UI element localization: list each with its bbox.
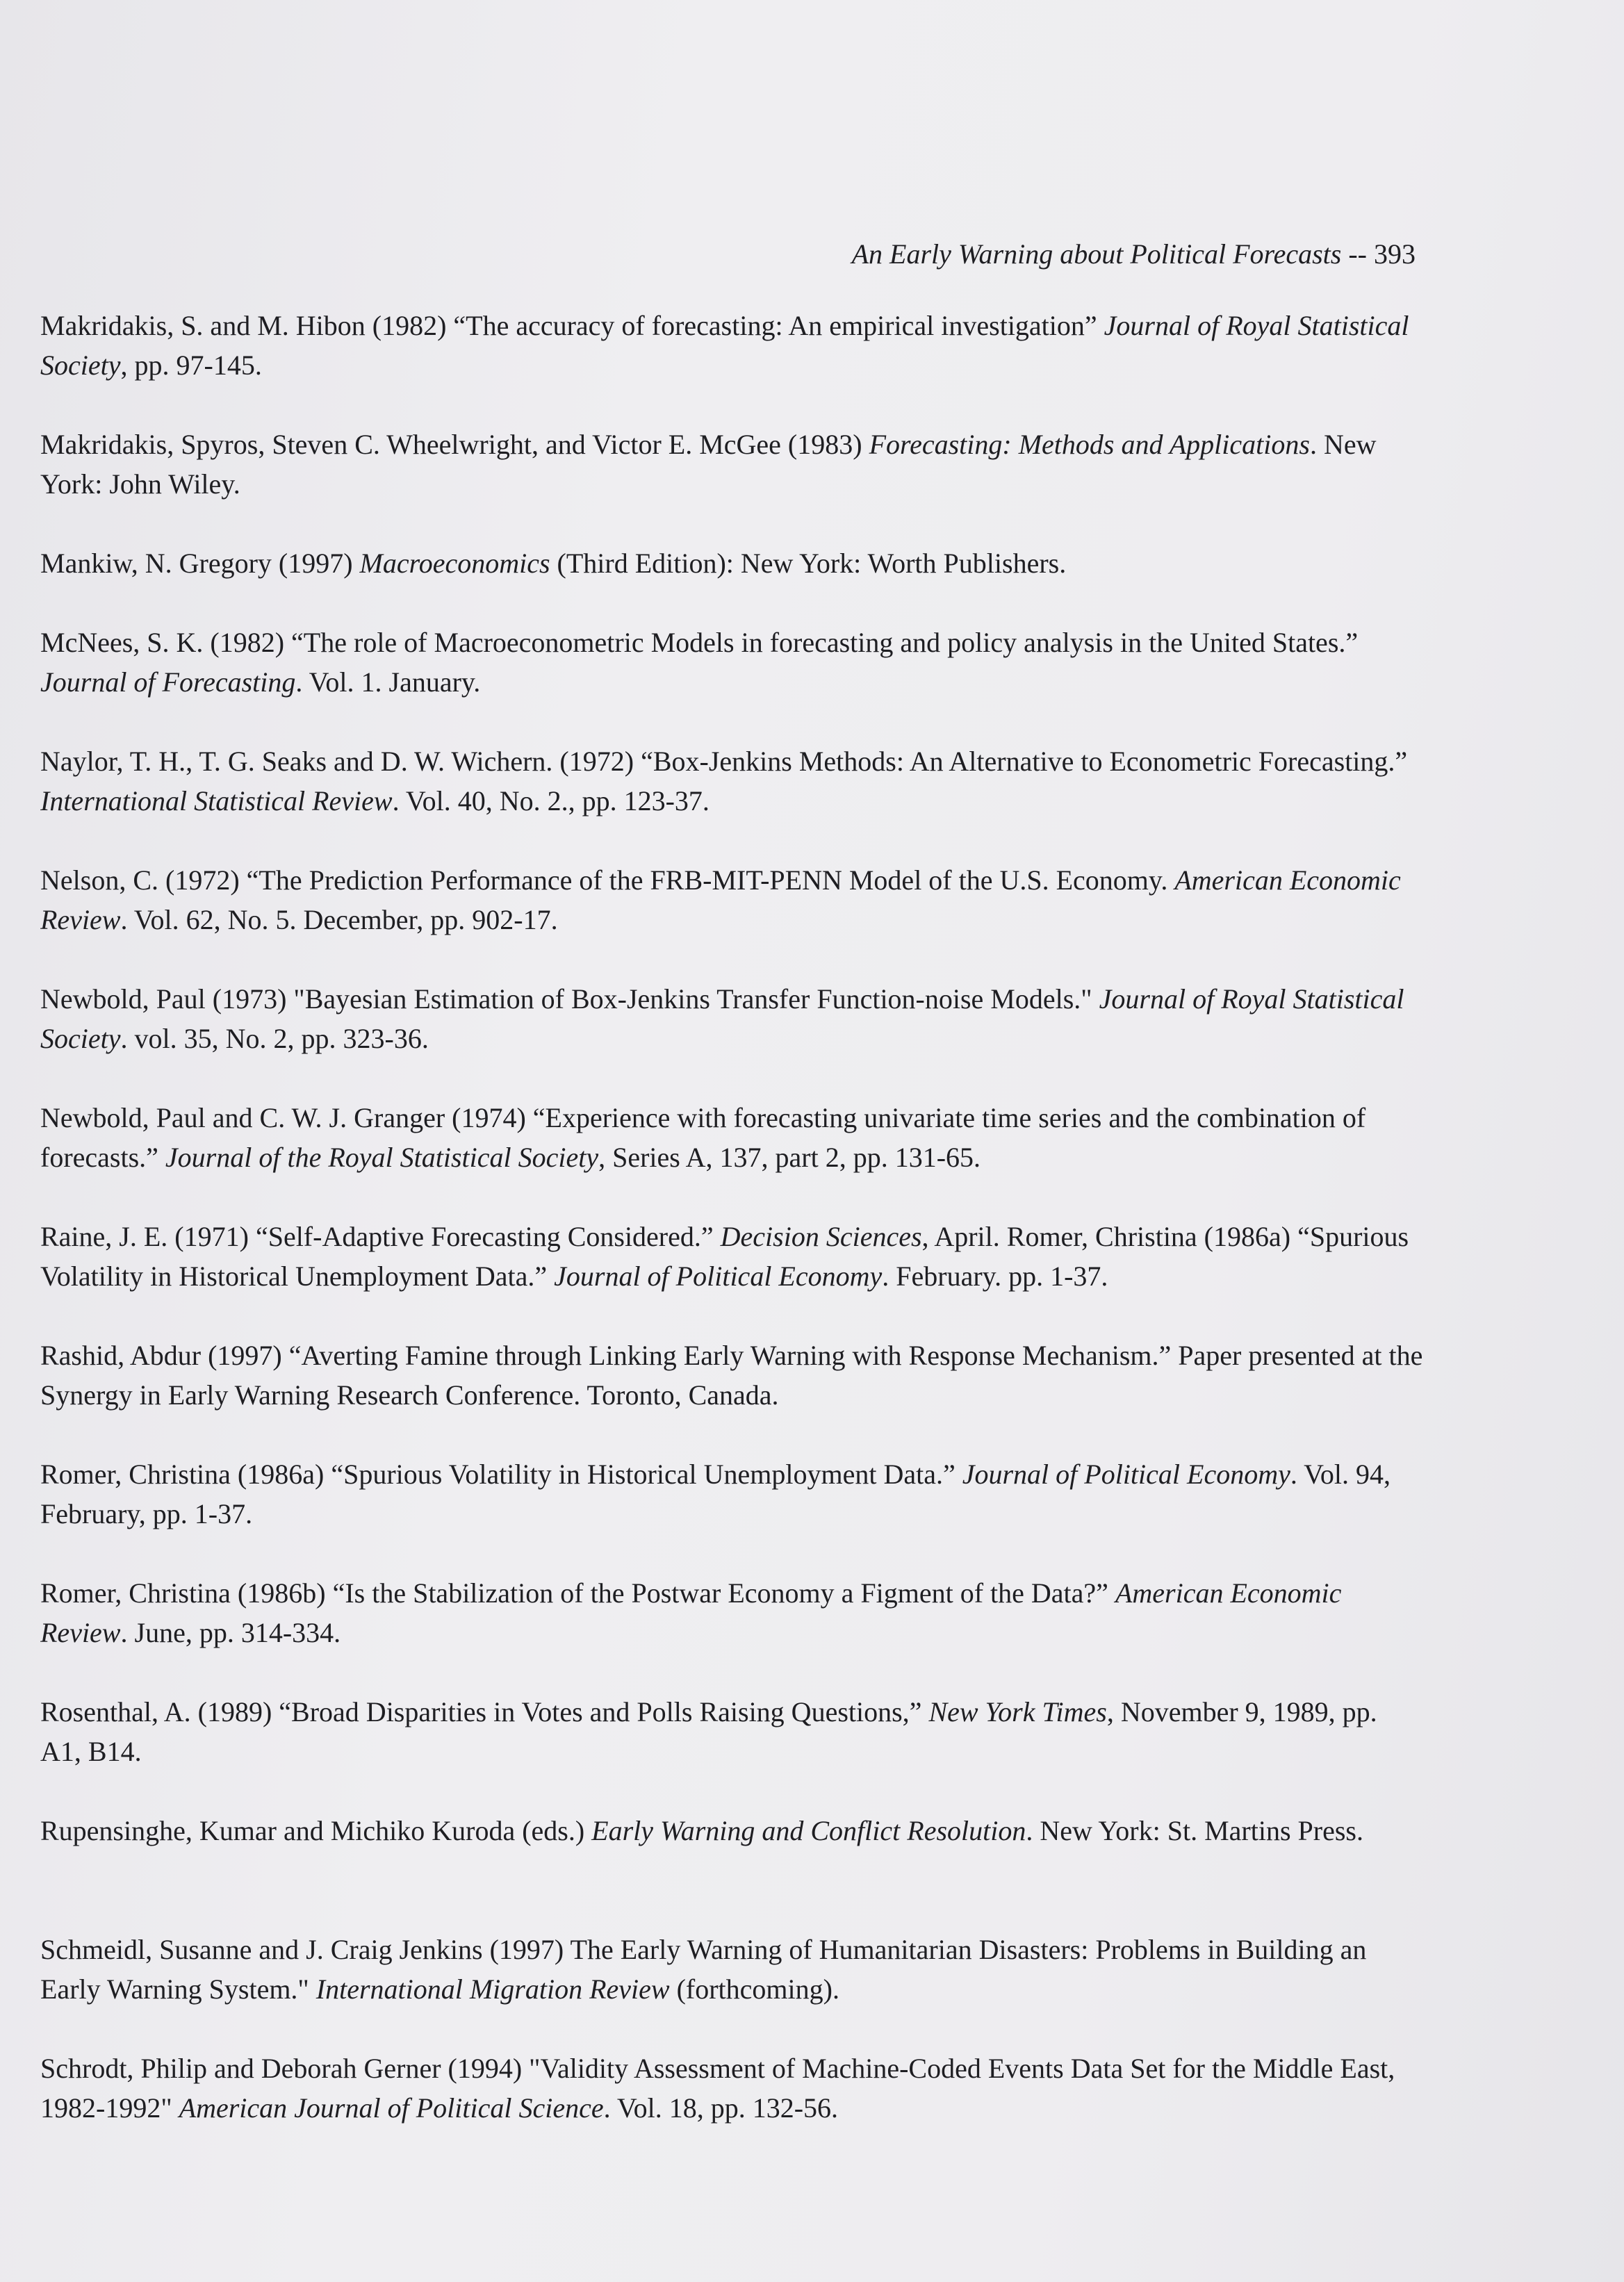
reference-text: Schrodt, Philip and Deborah Gerner (1994) "Validity Assessment of Machine-Coded Events Data Set for the Middle East, 1982-1992" — [40, 2053, 1395, 2124]
reference-source-title: Journal of Political Economy — [554, 1261, 883, 1292]
reference-text: Rupensinghe, Kumar and Michiko Kuroda (eds.) — [40, 1815, 592, 1846]
reference-entry — [40, 1217, 1423, 1336]
reference-text: Newbold, Paul (1973) "Bayesian Estimation of Box-Jenkins Transfer Function-noise Models." — [40, 983, 1099, 1015]
reference-text: Makridakis, Spyros, Steven C. Wheelwright, and Victor E. McGee (1983) — [40, 429, 869, 460]
reference-source-title: New York Times — [928, 1696, 1107, 1727]
reference-entry — [40, 860, 1423, 979]
reference-text: . June, pp. 314-334. — [120, 1617, 341, 1648]
reference-text: . Vol. 40, No. 2., pp. 123-37. — [392, 785, 710, 816]
reference-source-title: American Economic Review — [40, 1577, 1342, 1648]
reference-source-title: Journal of Political Economy — [962, 1459, 1290, 1490]
reference-text: , November 9, 1989, pp. A1, B14. — [40, 1696, 1377, 1767]
reference-text: Newbold, Paul and C. W. J. Granger (1974) “Experience with forecasting univariate time series and the combination of forecasts.” — [40, 1102, 1366, 1173]
reference-source-title: Journal of the Royal Statistical Society — [165, 1142, 599, 1173]
reference-text: McNees, S. K. (1982) “The role of Macroeconometric Models in forecasting and policy analysis in the United States.” — [40, 627, 1359, 658]
reference-text: Romer, Christina (1986a) “Spurious Volatility in Historical Unemployment Data.” — [40, 1459, 962, 1490]
reference-entry — [40, 2049, 1423, 2167]
reference-source-title: International Migration Review — [315, 1973, 670, 2005]
reference-text: Naylor, T. H., T. G. Seaks and D. W. Wichern. (1972) “Box-Jenkins Methods: An Alternative to Econometric Forecasting.” — [40, 746, 1408, 777]
reference-source-title: American Economic Review — [40, 864, 1401, 935]
reference-entry — [40, 1692, 1423, 1811]
reference-source-title: Macroeconomics — [359, 548, 550, 579]
reference-entry — [40, 979, 1423, 1098]
reference-entry — [40, 306, 1423, 425]
reference-entry — [40, 1573, 1423, 1692]
reference-text: , Series A, 137, part 2, pp. 131-65. — [598, 1142, 981, 1173]
reference-source-title: Journal of Forecasting — [40, 666, 296, 698]
reference-text: . New York: John Wiley. — [40, 429, 1377, 500]
reference-source-title: Early Warning and Conflict Resolution — [591, 1815, 1026, 1846]
reference-text: Raine, J. E. (1971) “Self-Adaptive Forecasting Considered.” — [40, 1221, 721, 1252]
reference-text: Makridakis, S. and M. Hibon (1982) “The accuracy of forecasting: An empirical investigation” — [40, 310, 1104, 341]
reference-text: . New York: St. Martins Press. — [1026, 1815, 1363, 1846]
reference-text: (Third Edition): New York: Worth Publishers. — [550, 548, 1067, 579]
reference-text: . Vol. 62, No. 5. December, pp. 902-17. — [120, 904, 558, 935]
reference-text: , pp. 97-145. — [120, 350, 262, 381]
reference-entry — [40, 1336, 1423, 1454]
reference-entry — [40, 1811, 1423, 1930]
reference-entry — [40, 623, 1423, 741]
reference-source-title: Forecasting: Methods and Applications — [869, 429, 1310, 460]
page-number: 393 — [1374, 238, 1416, 270]
reference-source-title: International Statistical Review — [40, 785, 393, 816]
reference-text: . February. pp. 1-37. — [882, 1261, 1108, 1292]
reference-text: . Vol. 1. January. — [295, 666, 481, 698]
reference-source-title: American Journal of Political Science — [179, 2092, 604, 2124]
reference-text: Rashid, Abdur (1997) “Averting Famine through Linking Early Warning with Response Mechanism.” Paper presented at the Synergy in Early Warning Research Conference. Toronto, Canada. — [40, 1340, 1423, 1411]
running-head — [852, 236, 1416, 272]
reference-source-title: Journal of Royal Statistical Society — [40, 310, 1409, 381]
reference-text: Mankiw, N. Gregory (1997) — [40, 548, 360, 579]
running-head-title: An Early Warning about Political Forecasts — [851, 238, 1342, 270]
reference-text: (forthcoming). — [669, 1973, 839, 2005]
reference-text: . vol. 35, No. 2, pp. 323-36. — [120, 1023, 429, 1054]
reference-source-title: Decision Sciences — [720, 1221, 922, 1252]
reference-list — [40, 306, 1423, 2167]
running-head-separator: -- — [1341, 238, 1374, 270]
reference-text: Nelson, C. (1972) “The Prediction Performance of the FRB-MIT-PENN Model of the U.S. Economy. — [40, 864, 1175, 896]
reference-text: . Vol. 18, pp. 132-56. — [603, 2092, 839, 2124]
reference-text: Schmeidl, Susanne and J. Craig Jenkins (1997) The Early Warning of Humanitarian Disasters: Problems in Building an Early Warning System." — [40, 1934, 1367, 2005]
reference-text: . Vol. 94, February, pp. 1-37. — [40, 1459, 1391, 1529]
reference-entry — [40, 741, 1423, 860]
reference-entry — [40, 425, 1423, 543]
reference-text: , April. Romer, Christina (1986a) “Spurious Volatility in Historical Unemployment Data.” — [40, 1221, 1409, 1292]
reference-entry — [40, 1098, 1423, 1217]
reference-entry — [40, 1454, 1423, 1573]
reference-source-title: Journal of Royal Statistical Society — [40, 983, 1404, 1054]
reference-text: Rosenthal, A. (1989) “Broad Disparities in Votes and Polls Raising Questions,” — [40, 1696, 929, 1727]
reference-entry — [40, 543, 1423, 623]
reference-entry — [40, 1930, 1423, 2049]
reference-text: Romer, Christina (1986b) “Is the Stabilization of the Postwar Economy a Figment of the Data?” — [40, 1577, 1115, 1609]
